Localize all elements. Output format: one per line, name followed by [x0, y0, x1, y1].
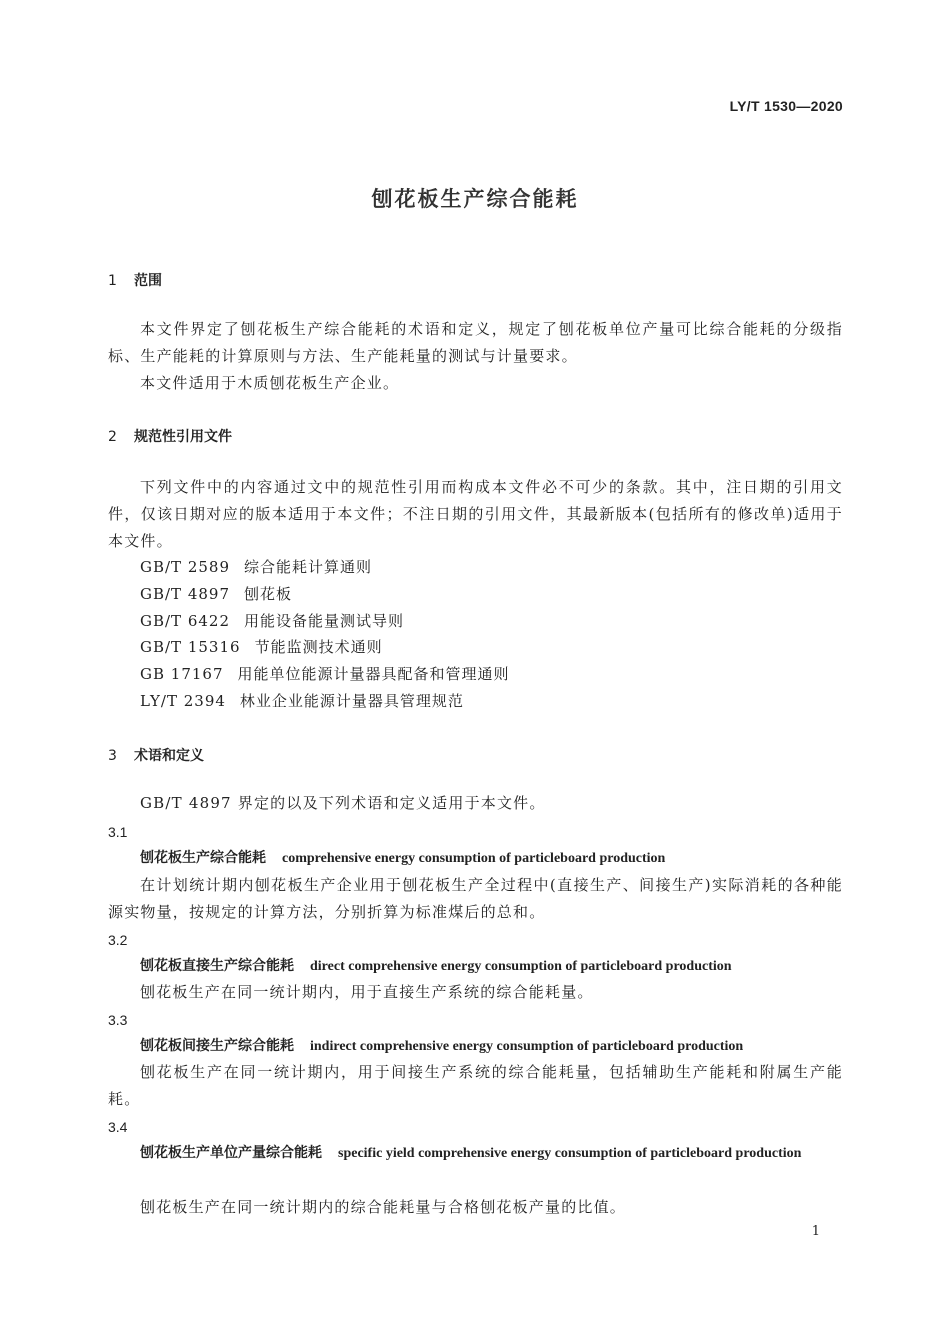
section-number: 1	[108, 273, 117, 289]
term-definition: 刨花板生产在同一统计期内，用于间接生产系统的综合能耗量，包括辅助生产能耗和附属生产能耗。	[108, 1063, 843, 1108]
normative-reference	[140, 663, 510, 684]
term-number: 3.2	[108, 932, 128, 948]
term-english: comprehensive energy consumption of particleboard production	[282, 851, 666, 866]
term-english: indirect comprehensive energy consumption of particleboard production	[310, 1039, 744, 1054]
term-english: specific yield comprehensive energy consumption of particleboard production	[338, 1146, 802, 1161]
reference-title: 节能监测技术通则	[254, 638, 383, 656]
section-title: 术语和定义	[134, 748, 204, 764]
term-number: 3.3	[108, 1012, 128, 1028]
section-number: 3	[108, 748, 117, 764]
reference-code: LY/T 2394	[140, 692, 226, 710]
section-2-paragraph-1: 下列文件中的内容通过文中的规范性引用而构成本文件必不可少的条款。其中，注日期的引用文件，仅该日期对应的版本适用于本文件；不注日期的引用文件，其最新版本(包括所有的修改单)适用于本文件。	[108, 478, 843, 550]
reference-code: GB/T 15316	[140, 638, 241, 656]
term-chinese: 刨花板生产单位产量综合能耗	[140, 1145, 322, 1161]
term-definition: 在计划统计期内刨花板生产企业用于刨花板生产全过程中(直接生产、间接生产)实际消耗的各种能源实物量，按规定的计算方法，分别折算为标准煤后的总和。	[108, 876, 843, 921]
term-definition: 刨花板生产在同一统计期内，用于直接生产系统的综合能耗量。	[140, 983, 594, 1001]
term-english: direct comprehensive energy consumption of particleboard production	[310, 959, 732, 974]
section-number: 2	[108, 429, 117, 445]
section-1-paragraph-2: 本文件适用于木质刨花板生产企业。	[140, 374, 400, 392]
standard-number: LY/T 1530—2020	[729, 98, 843, 114]
term-heading	[108, 1140, 843, 1167]
section-1-heading	[108, 270, 162, 290]
term-chinese: 刨花板间接生产综合能耗	[140, 1038, 294, 1054]
term-chinese: 刨花板生产综合能耗	[140, 850, 266, 866]
term-heading	[140, 1033, 843, 1060]
section-3-heading	[108, 745, 204, 765]
normative-reference	[140, 690, 464, 711]
reference-code: GB 17167	[140, 665, 224, 683]
section-3-intro: GB/T 4897 界定的以及下列术语和定义适用于本文件。	[140, 794, 546, 812]
term-number: 3.4	[108, 1119, 128, 1135]
term-chinese: 刨花板直接生产综合能耗	[140, 958, 294, 974]
reference-code: GB/T 6422	[140, 612, 231, 630]
section-1-paragraph-1: 本文件界定了刨花板生产综合能耗的术语和定义，规定了刨花板单位产量可比综合能耗的分级指标、生产能耗的计算原则与方法、生产能耗量的测试与计量要求。	[108, 320, 843, 365]
normative-reference	[140, 556, 372, 577]
reference-title: 用能单位能源计量器具配备和管理通则	[237, 665, 510, 683]
page-number: 1	[811, 1224, 820, 1239]
section-title: 规范性引用文件	[134, 429, 232, 445]
reference-title: 综合能耗计算通则	[244, 558, 373, 576]
section-title: 范围	[134, 273, 162, 289]
normative-reference	[140, 610, 404, 631]
reference-code: GB/T 2589	[140, 558, 231, 576]
reference-title: 林业企业能源计量器具管理规范	[239, 692, 464, 710]
term-heading	[140, 845, 843, 872]
normative-reference	[140, 583, 292, 604]
normative-reference	[140, 636, 383, 657]
reference-code: GB/T 4897	[140, 585, 231, 603]
reference-title: 刨花板	[244, 585, 293, 603]
term-number: 3.1	[108, 824, 128, 840]
term-heading	[140, 953, 843, 980]
section-2-heading	[108, 426, 232, 446]
term-definition: 刨花板生产在同一统计期内的综合能耗量与合格刨花板产量的比值。	[140, 1198, 627, 1216]
reference-title: 用能设备能量测试导则	[244, 612, 405, 630]
document-title: 刨花板生产综合能耗	[371, 187, 579, 211]
